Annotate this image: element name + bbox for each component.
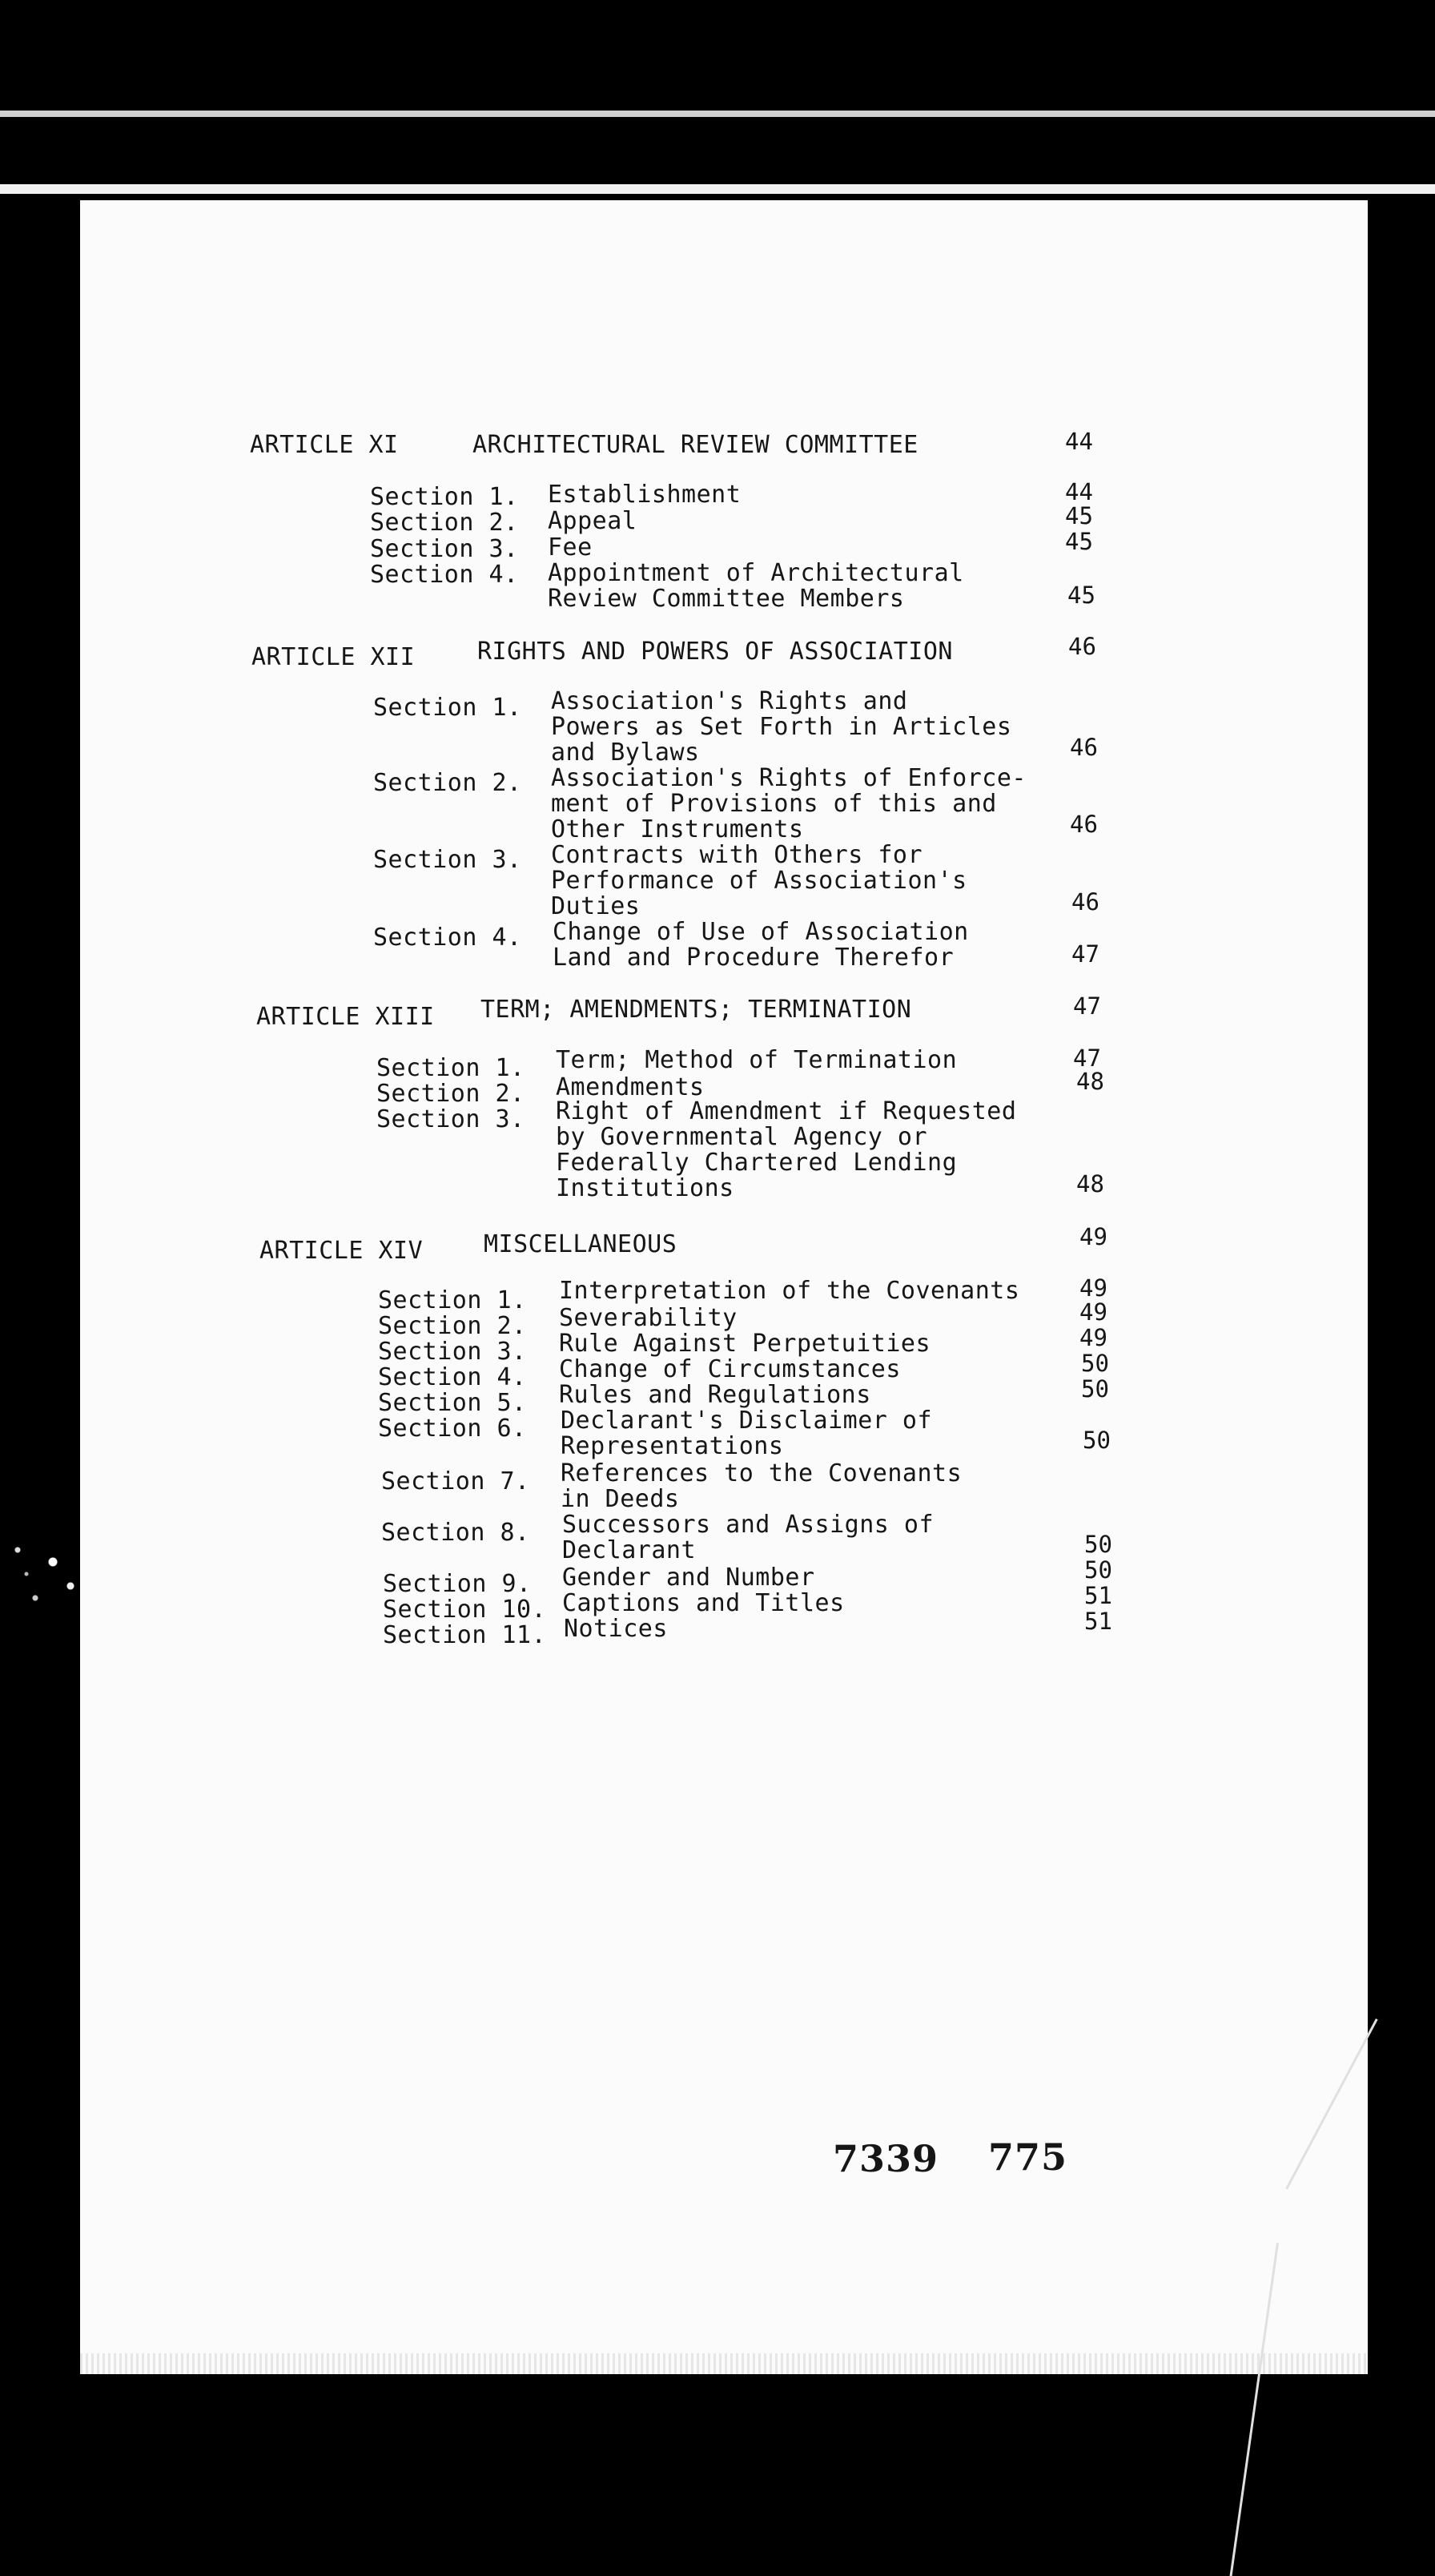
section-page-number: 46 [1070, 811, 1098, 838]
section-page-number: 44 [1065, 478, 1093, 505]
section-label: Section 3. [376, 1105, 525, 1133]
section-title: Rules and Regulations [559, 1381, 871, 1409]
section-label: Section 9. [383, 1570, 532, 1598]
section-page-number: 47 [1071, 940, 1099, 968]
section-title: Appeal [548, 507, 637, 535]
section-label: Section 11. [383, 1621, 547, 1649]
section-label: Section 7. [381, 1467, 530, 1495]
section-title-continued: by Governmental Agency or [556, 1123, 928, 1151]
section-title: Association's Rights of Enforce- [551, 764, 1027, 792]
section-label: Section 3. [378, 1338, 527, 1366]
section-title-continued: Representations [561, 1432, 784, 1460]
section-label: Section 6. [378, 1415, 527, 1443]
section-title-continued: Federally Chartered Lending [556, 1149, 958, 1177]
section-page-number: 46 [1071, 888, 1099, 916]
section-title: References to the Covenants [561, 1459, 963, 1487]
section-label: Section 1. [373, 694, 522, 722]
section-page-number: 50 [1083, 1427, 1111, 1454]
section-label: Section 2. [378, 1312, 527, 1340]
article-title: MISCELLANEOUS [484, 1230, 677, 1258]
section-page-number: 50 [1081, 1375, 1109, 1403]
section-title: Gender and Number [562, 1564, 815, 1592]
section-page-number: 45 [1065, 502, 1093, 529]
section-title: Interpretation of the Covenants [559, 1277, 1020, 1305]
article-label: ARTICLE XII [251, 643, 416, 671]
section-label: Section 1. [376, 1054, 525, 1082]
section-label: Section 5. [378, 1389, 527, 1417]
section-title: Notices [564, 1615, 668, 1643]
article-title: ARCHITECTURAL REVIEW COMMITTEE [472, 431, 918, 459]
section-page-number: 45 [1067, 582, 1095, 609]
section-title: Successors and Assigns of [562, 1511, 935, 1539]
section-title-continued: in Deeds [561, 1485, 680, 1513]
article-title: RIGHTS AND POWERS OF ASSOCIATION [477, 638, 953, 666]
section-label: Section 4. [370, 561, 519, 589]
book-number: 7339 [833, 2137, 939, 2180]
section-label: Section 1. [378, 1286, 527, 1314]
section-title: Association's Rights and [551, 687, 908, 715]
section-title: Appointment of Architectural [548, 559, 964, 587]
section-title: Severability [559, 1304, 738, 1332]
section-title: Declarant's Disclaimer of [561, 1407, 933, 1435]
section-label: Section 3. [373, 846, 522, 874]
section-title: Change of Circumstances [559, 1355, 901, 1383]
section-title: Captions and Titles [562, 1589, 845, 1617]
section-title-continued: Duties [551, 892, 641, 920]
section-title: Right of Amendment if Requested [556, 1097, 1017, 1125]
article-label: ARTICLE XI [250, 431, 399, 459]
section-page-number: 49 [1079, 1298, 1107, 1326]
article-page-number: 44 [1065, 428, 1093, 455]
section-page-number: 46 [1070, 734, 1098, 761]
scan-border-top [0, 111, 1435, 117]
section-label: Section 2. [373, 769, 522, 797]
section-title: Amendments [556, 1073, 705, 1101]
section-title: Fee [548, 533, 593, 561]
page-number: 775 [988, 2135, 1068, 2179]
section-label: Section 4. [373, 924, 522, 952]
article-label: ARTICLE XIII [256, 1003, 435, 1031]
section-title-continued: Declarant [562, 1536, 697, 1564]
section-title-continued: and Bylaws [551, 739, 700, 767]
section-page-number: 50 [1084, 1556, 1112, 1584]
article-page-number: 46 [1068, 633, 1096, 660]
section-page-number: 48 [1076, 1170, 1104, 1197]
article-heading [250, 433, 399, 458]
article-label: ARTICLE XIV [259, 1237, 424, 1265]
section-title: Establishment [548, 481, 742, 509]
article-page-number: 49 [1079, 1223, 1107, 1250]
section-page-number: 49 [1079, 1324, 1107, 1351]
section-label: Section 10. [383, 1596, 547, 1624]
section-page-number: 51 [1084, 1608, 1112, 1635]
section-title-continued: ment of Provisions of this and [551, 790, 997, 818]
section-label: Section 3. [370, 535, 519, 563]
section-title: Contracts with Others for [551, 841, 923, 869]
section-label: Section 2. [376, 1080, 525, 1108]
article-title: TERM; AMENDMENTS; TERMINATION [480, 996, 912, 1024]
section-page-number: 51 [1084, 1582, 1112, 1609]
section-title: Term; Method of Termination [556, 1046, 958, 1074]
section-label: Section 2. [370, 509, 519, 537]
section-label: Section 4. [378, 1363, 527, 1391]
scan-border-lower [0, 184, 1435, 194]
section-page-number: 48 [1076, 1068, 1104, 1095]
section-page-number: 45 [1065, 528, 1093, 555]
section-page-number: 47 [1073, 1044, 1101, 1072]
section-title-continued: Land and Procedure Therefor [553, 944, 955, 972]
section-title-continued: Powers as Set Forth in Articles [551, 713, 1012, 741]
section-page-number: 50 [1081, 1350, 1109, 1377]
section-title: Change of Use of Association [553, 918, 969, 946]
section-label: Section 1. [370, 483, 519, 511]
section-title-continued: Performance of Association's [551, 867, 967, 895]
section-page-number: 49 [1079, 1274, 1107, 1302]
document-page [80, 200, 1368, 2374]
paper-bottom-edge [80, 2353, 1368, 2374]
section-title-continued: Institutions [556, 1174, 734, 1202]
section-label: Section 8. [381, 1519, 530, 1547]
section-title-continued: Review Committee Members [548, 585, 905, 613]
section-title-continued: Other Instruments [551, 815, 804, 843]
section-title: Rule Against Perpetuities [559, 1330, 931, 1358]
scan-noise [0, 1514, 88, 1634]
article-page-number: 47 [1073, 992, 1101, 1020]
section-page-number: 50 [1084, 1531, 1112, 1558]
